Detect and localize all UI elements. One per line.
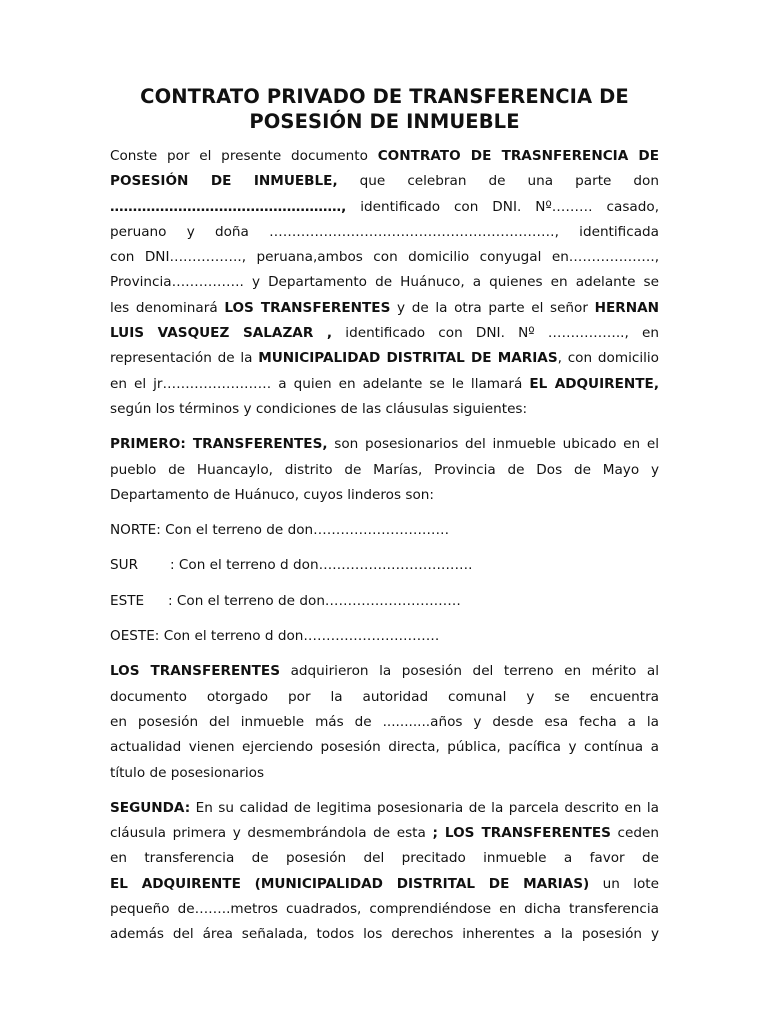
segunda-line-3: en transferencia de posesión del precitado inmueble a favor de [110, 850, 659, 867]
posesion-paragraph [110, 659, 659, 785]
intro-line-11: según los términos y condiciones de las cláusulas siguientes: [110, 400, 528, 417]
intro-line-5: con DNI……………., peruana,ambos con domicilio conyugal en………………., [110, 249, 659, 266]
posesion-line-5: título de posesionarios [110, 764, 265, 781]
intro-line-6: Provincia……………. y Departamento de Huánuco, a quienes en adelante se [110, 274, 659, 291]
document-title [110, 84, 659, 134]
primero-label: PRIMERO: TRANSFERENTES, [110, 436, 328, 453]
intro-line-9: representación de la MUNICIPALIDAD DISTRITAL DE MARIAS, con domicilio [110, 350, 659, 367]
intro-line-3: ……………………………………………, identificado con DNI. Nº……… casado, [110, 198, 659, 215]
lindero-este: ESTE : Con el terreno de don………………………… [110, 592, 461, 609]
segunda-line-1: SEGUNDA: En su calidad de legitima posesionaria de la parcela descrito en la [110, 799, 659, 816]
clause-segunda [110, 796, 659, 948]
segunda-label: SEGUNDA: [110, 799, 191, 816]
segunda-line-6: además del área señalada, todos los derechos inherentes a la posesión y [110, 926, 659, 943]
intro-line-8: LUIS VASQUEZ SALAZAR , identificado con DNI. Nº …………….., en [110, 325, 659, 342]
lindero-norte: NORTE: Con el terreno de don………………………… [110, 522, 450, 539]
lindero-oeste: OESTE: Con el terreno d don………………………… [110, 628, 440, 645]
document-page [110, 84, 659, 958]
intro-paragraph [110, 144, 659, 422]
intro-line-2: POSESIÓN DE INMUEBLE, que celebran de una parte don [110, 173, 659, 190]
clause-primero [110, 432, 659, 508]
lindero-sur: SUR : Con el terreno d don……………………………. [110, 557, 473, 574]
primero-line-1: PRIMERO: TRANSFERENTES, son posesionarios del inmueble ubicado en el [110, 436, 659, 453]
intro-line-1: Conste por el presente documento CONTRATO DE TRASNFERENCIA DE [110, 148, 659, 164]
intro-line-10: en el jr…………………… a quien en adelante se le llamará EL ADQUIRENTE, [110, 375, 659, 392]
posesion-line-2: documento otorgado por la autoridad comunal y se encuentra [110, 688, 659, 705]
segunda-line-5: pequeño de……..metros cuadrados, comprendiéndose en dicha transferencia [110, 901, 659, 918]
posesion-line-4: actualidad vienen ejerciendo posesión directa, pública, pacífica y contínua a [110, 739, 659, 756]
primero-line-3: Departamento de Huánuco, cuyos linderos son: [110, 486, 434, 503]
title-line-2: POSESIÓN DE INMUEBLE [249, 110, 520, 133]
posesion-line-3: en posesión del inmueble más de ...........años y desde esa fecha a la [110, 713, 659, 730]
segunda-line-2: cláusula primera y desmembrándola de esta ; LOS TRANSFERENTES ceden [110, 825, 659, 842]
posesion-line-1: LOS TRANSFERENTES adquirieron la posesión del terreno en mérito al [110, 663, 659, 680]
primero-line-2: pueblo de Huancaylo, distrito de Marías, Provincia de Dos de Mayo y [110, 461, 659, 478]
title-line-1: CONTRATO PRIVADO DE TRANSFERENCIA DE [140, 85, 629, 108]
intro-line-7: les denominará LOS TRANSFERENTES y de la otra parte el señor HERNAN [110, 299, 659, 316]
segunda-line-4: EL ADQUIRENTE (MUNICIPALIDAD DISTRITAL DE MARIAS) un lote [110, 875, 659, 892]
intro-line-4: peruano y doña ………………………………………………………, identificada [110, 223, 659, 240]
